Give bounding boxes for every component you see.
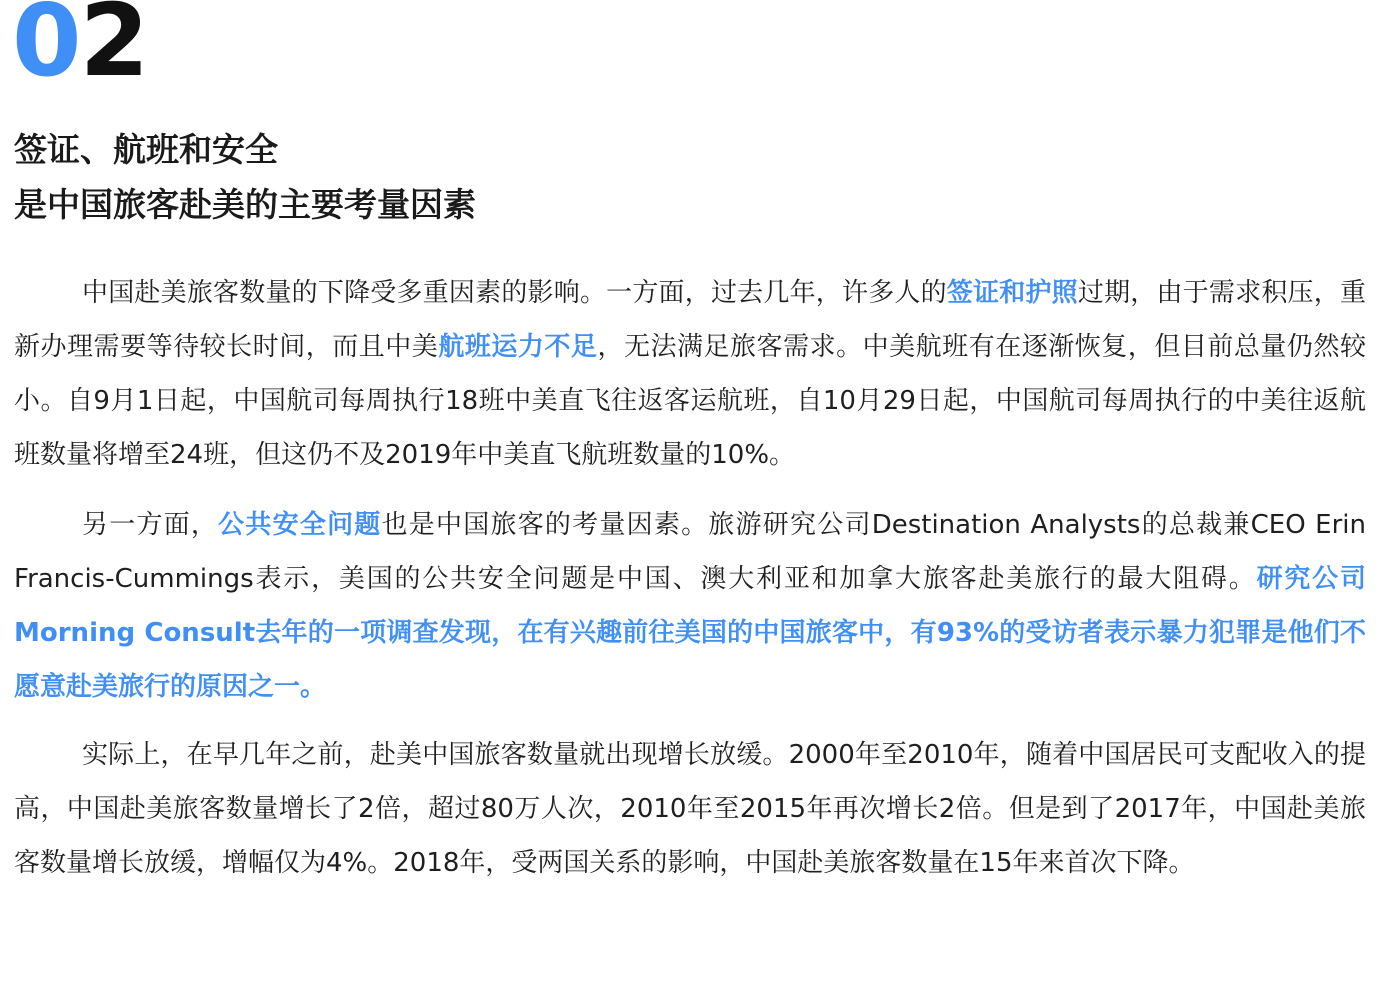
paragraph-2-highlight-survey: 研究公司Morning Consult去年的一项调查发现，在有兴趣前往美国的中国旅客中，有93%的受访者表示暴力犯罪是他们不愿意赴美旅行的原因之一。	[14, 564, 1366, 702]
paragraph-2-text-2: 也是中国旅客的考量因素。旅游研究公司Destination Analysts的总裁兼CEO Erin Francis-Cummings表示，美国的公共安全问题是中国、澳大利亚和加拿大旅客赴美旅行的最大阻碍。	[14, 510, 1366, 594]
paragraph-3-text-1: 实际上，在早几年之前，赴美中国旅客数量就出现增长放缓。2000年至2010年，随着中国居民可支配收入的提高，中国赴美旅客数量增长了2倍，超过80万人次，2010年至2015年再次增长2倍。但是到了2017年，中国赴美旅客数量增长放缓，增幅仅为4%。2018年，受两国关系的影响，中国赴美旅客数量在15年来首次下降。	[14, 740, 1366, 878]
paragraph-2-highlight-safety: 公共安全问题	[218, 510, 382, 540]
paragraph-1	[14, 266, 1366, 482]
section-number-second-digit: 2	[79, 0, 148, 99]
headline-line-1: 签证、航班和安全	[14, 130, 278, 169]
paragraph-1-text-2: 过期，由于需求积压，重新办理需要等待较长时间，而且中美	[14, 278, 1366, 362]
paragraph-2	[14, 498, 1366, 714]
section-number-first-digit: 0	[12, 0, 80, 99]
paragraph-1-highlight-flights: 航班运力不足	[438, 332, 598, 362]
section-number	[12, 0, 148, 99]
section-headline	[14, 122, 476, 232]
paragraph-2-text-1: 另一方面，	[82, 510, 219, 540]
paragraph-1-text-1: 中国赴美旅客数量的下降受多重因素的影响。一方面，过去几年，许多人的	[82, 278, 947, 308]
headline-line-2: 是中国旅客赴美的主要考量因素	[14, 185, 476, 224]
paragraph-1-highlight-visa: 签证和护照	[946, 278, 1078, 308]
paragraph-1-text-3: ，无法满足旅客需求。中美航班有在逐渐恢复，但目前总量仍然较小。自9月1日起，中国航司每周执行18班中美直飞往返客运航班，自10月29日起，中国航司每周执行的中美往返航班数量将增至24班，但这仍不及2019年中美直飞航班数量的10%。	[14, 332, 1366, 470]
article-body	[14, 266, 1366, 890]
paragraph-3	[14, 728, 1366, 890]
